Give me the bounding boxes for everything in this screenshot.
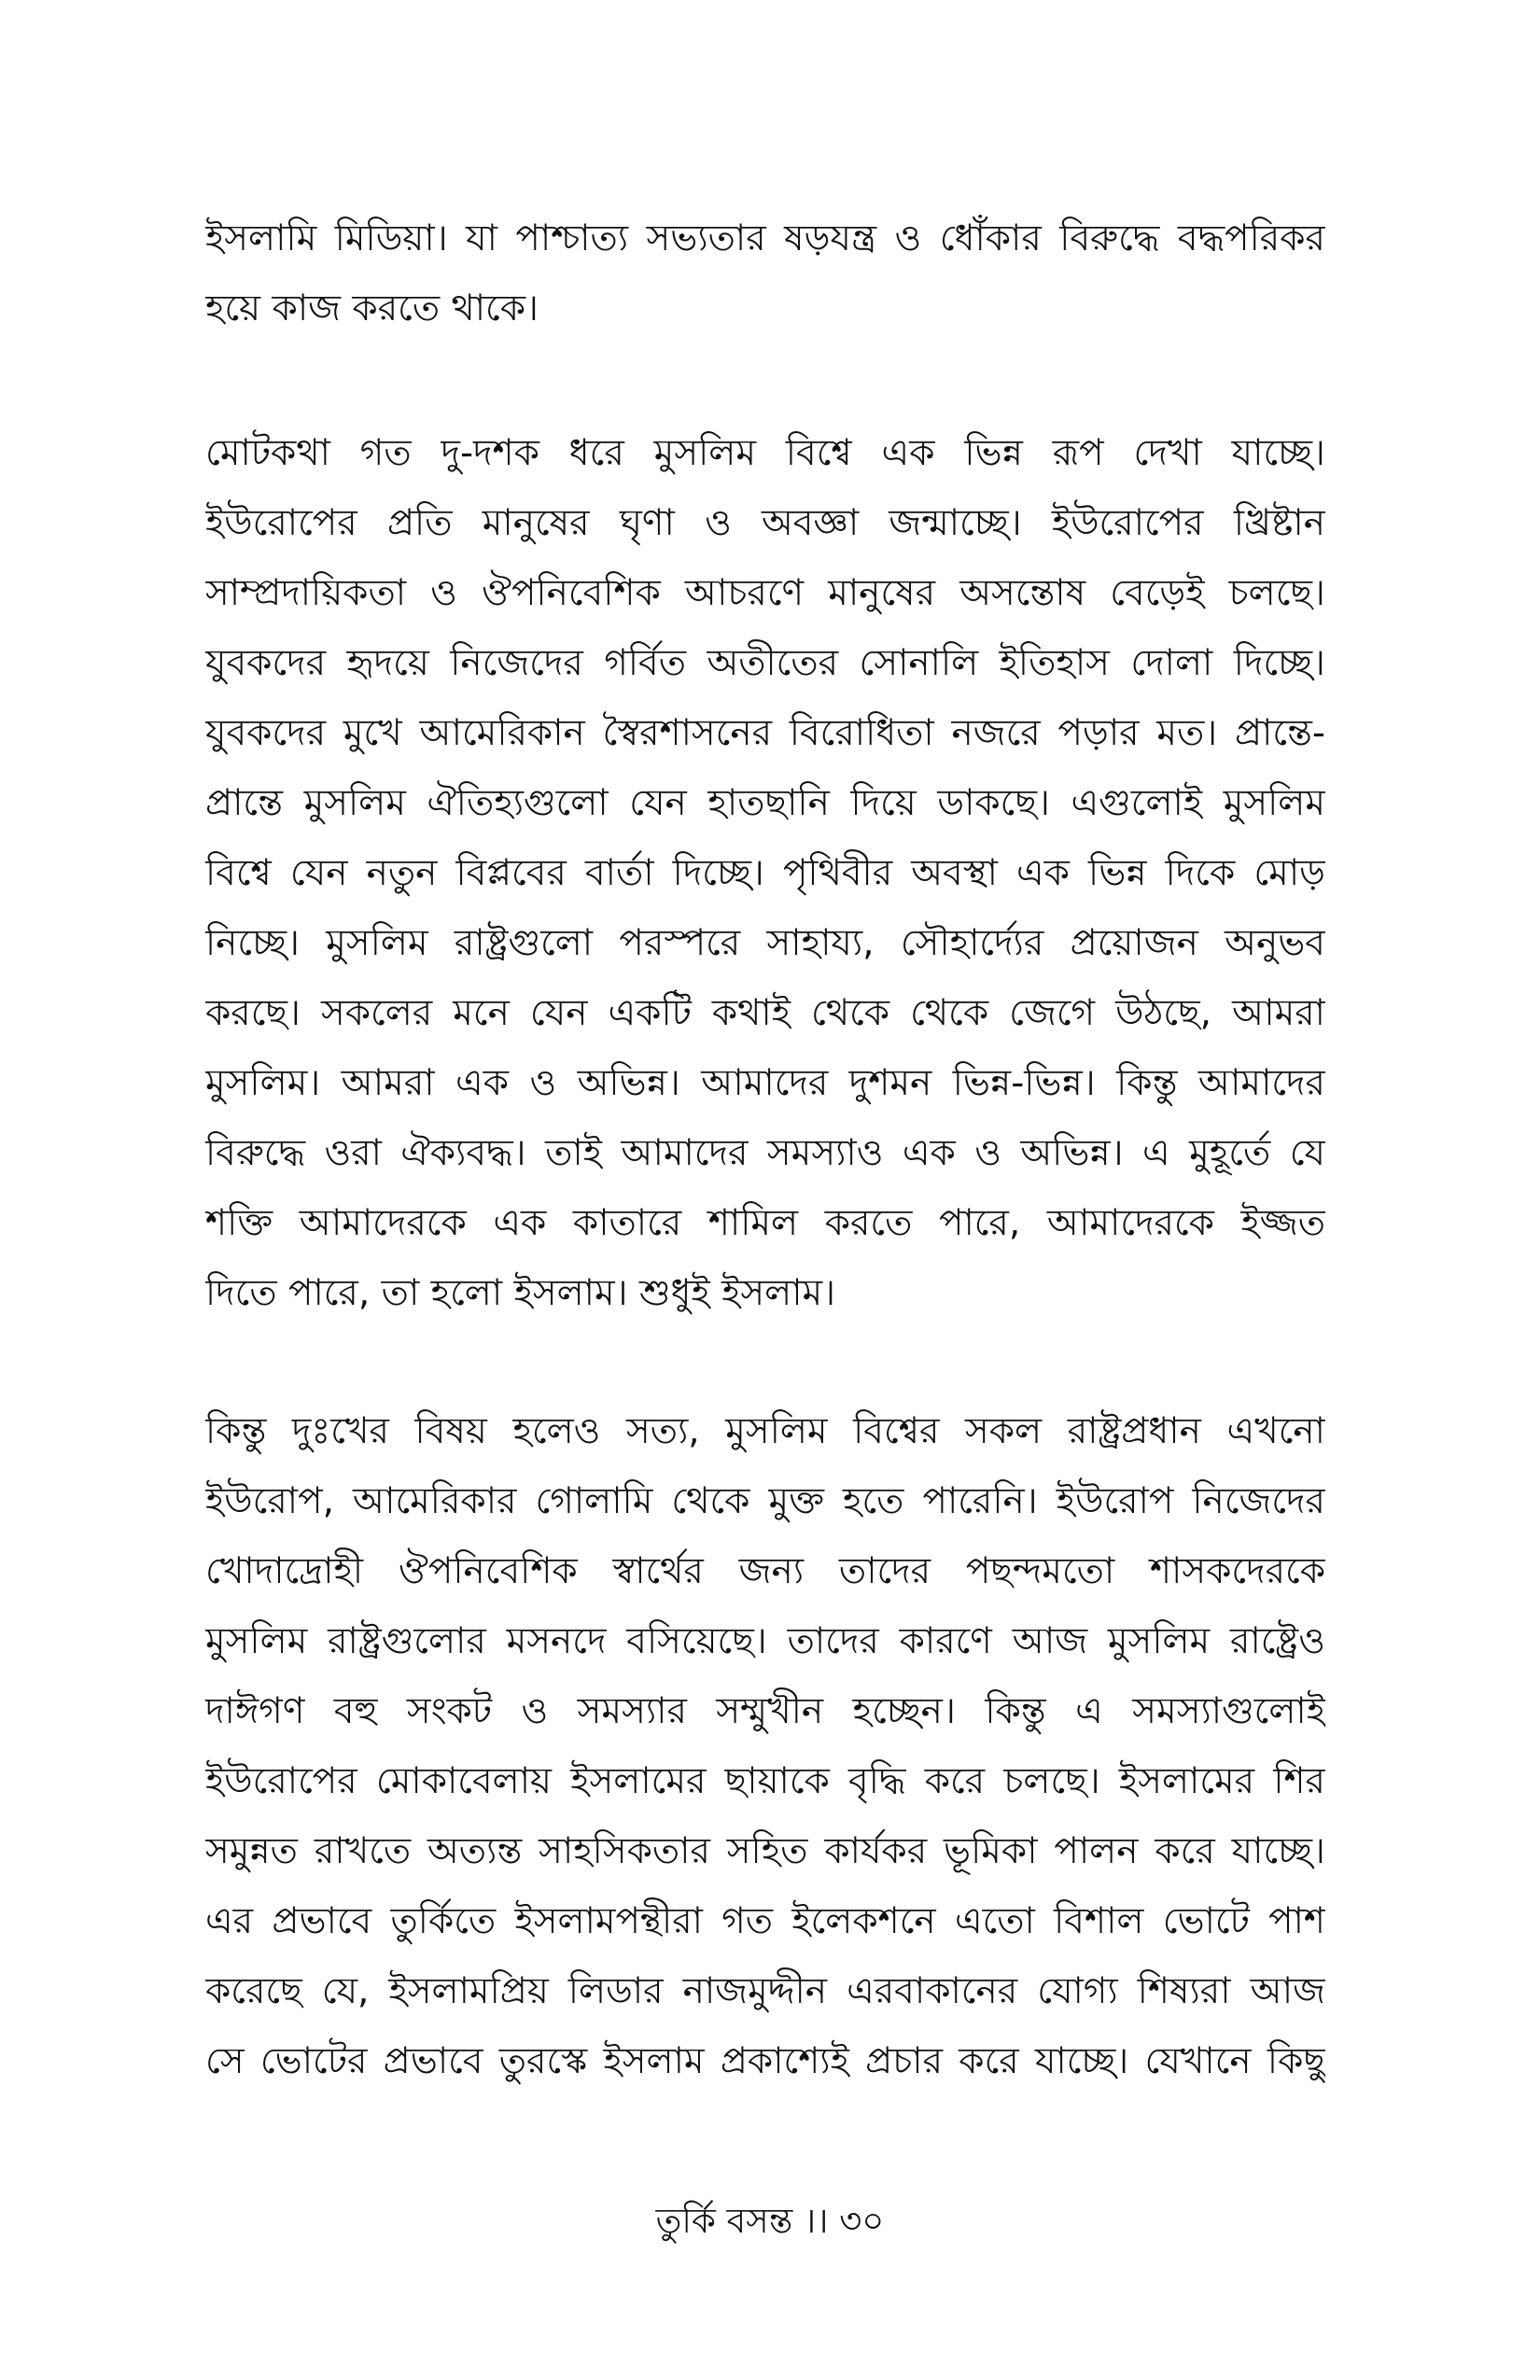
text-line: বিশ্বে যেন নতুন বিপ্লবের বার্তা দিচ্ছে। পৃথিবীর অবস্থা এক ভিন্ন দিকে মোড় bbox=[205, 852, 1325, 894]
text-line: যুবকদের হৃদয়ে নিজেদের গর্বিত অতীতের সোনালি ইতিহাস দোলা দিচ্ছে। bbox=[205, 642, 1325, 684]
text-line: ইউরোপের প্রতি মানুষের ঘৃণা ও অবজ্ঞা জন্মাচ্ছে। ইউরোপের খ্রিষ্টান bbox=[205, 502, 1325, 544]
text-line: ইসলামি মিডিয়া। যা পাশ্চাত্য সভ্যতার ষড়যন্ত্র ও ধোঁকার বিরুদ্ধে বদ্ধপরিকর bbox=[205, 217, 1325, 259]
text-line: সাম্প্রদায়িকতা ও ঔপনিবেশিক আচরণে মানুষের অসন্তোষ বেড়েই চলছে। bbox=[205, 572, 1325, 614]
footer-separator: ।। bbox=[803, 2201, 829, 2241]
text-line: করেছে যে, ইসলামপ্রিয় লিডার নাজমুদ্দীন এরবাকানের যোগ্য শিষ্যরা আজ bbox=[205, 1970, 1325, 2012]
page-footer bbox=[0, 2193, 1540, 2249]
text-line: হয়ে কাজ করতে থাকে। bbox=[205, 287, 539, 329]
paragraph-3 bbox=[205, 1396, 1325, 2096]
text-line: বিরুদ্ধে ওরা ঐক্যবদ্ধ। তাই আমাদের সমস্যাও এক ও অভিন্ন। এ মুহূর্তে যে bbox=[205, 1132, 1325, 1174]
page-number: ৩০ bbox=[839, 2201, 885, 2241]
text-line: মুসলিম। আমরা এক ও অভিন্ন। আমাদের দুশমন ভিন্ন-ভিন্ন। কিন্তু আমাদের bbox=[205, 1062, 1325, 1104]
text-line: দাঈগণ বহু সংকট ও সমস্যার সম্মুখীন হচ্ছেন। কিন্তু এ সমস্যাগুলোই bbox=[205, 1690, 1325, 1732]
text-line: দিতে পারে, তা হলো ইসলাম। শুধুই ইসলাম। bbox=[205, 1272, 836, 1314]
text-line: যুবকদের মুখে আমেরিকান স্বৈরশাসনের বিরোধিতা নজরে পড়ার মত। প্রান্তে- bbox=[205, 712, 1325, 754]
text-line: মুসলিম রাষ্ট্রগুলোর মসনদে বসিয়েছে। তাদের কারণে আজ মুসলিম রাষ্ট্রেও bbox=[205, 1620, 1325, 1662]
text-line: ইউরোপ, আমেরিকার গোলামি থেকে মুক্ত হতে পারেনি। ইউরোপ নিজেদের bbox=[205, 1480, 1325, 1522]
text-line: খোদাদ্রোহী ঔপনিবেশিক স্বার্থের জন্য তাদের পছন্দমতো শাসকদেরকে bbox=[205, 1550, 1325, 1592]
text-line: নিচ্ছে। মুসলিম রাষ্ট্রগুলো পরস্পরে সাহায্য, সৌহার্দ্যের প্রয়োজন অনুভব bbox=[205, 922, 1325, 964]
text-line: ইউরোপের মোকাবেলায় ইসলামের ছায়াকে বৃদ্ধি করে চলছে। ইসলামের শির bbox=[205, 1760, 1325, 1802]
text-line: শক্তি আমাদেরকে এক কাতারে শামিল করতে পারে, আমাদেরকে ইজ্জত bbox=[205, 1202, 1325, 1244]
text-line: কিন্তু দুঃখের বিষয় হলেও সত্য, মুসলিম বিশ্বের সকল রাষ্ট্রপ্রধান এখনো bbox=[205, 1410, 1325, 1452]
paragraph-2 bbox=[205, 418, 1325, 1328]
text-line: মোটকথা গত দু-দশক ধরে মুসলিম বিশ্বে এক ভিন্ন রূপ দেখা যাচ্ছে। bbox=[205, 432, 1325, 474]
text-line: সে ভোটের প্রভাবে তুরস্কে ইসলাম প্রকাশ্যেই প্রচার করে যাচ্ছে। যেখানে কিছু bbox=[205, 2040, 1325, 2082]
text-line: এর প্রভাবে তুর্কিতে ইসলামপন্থীরা গত ইলেকশনে এতো বিশাল ভোটে পাশ bbox=[205, 1900, 1325, 1942]
paragraph-1 bbox=[205, 203, 1325, 343]
book-title: তুর্কি বসন্ত bbox=[655, 2201, 793, 2241]
text-line: সমুন্নত রাখতে অত্যন্ত সাহসিকতার সহিত কার্যকর ভূমিকা পালন করে যাচ্ছে। bbox=[205, 1830, 1325, 1872]
text-line: করছে। সকলের মনে যেন একটি কথাই থেকে থেকে জেগে উঠছে, আমরা bbox=[205, 992, 1325, 1034]
text-line: প্রান্তে মুসলিম ঐতিহ্যগুলো যেন হাতছানি দিয়ে ডাকছে। এগুলোই মুসলিম bbox=[205, 782, 1325, 824]
